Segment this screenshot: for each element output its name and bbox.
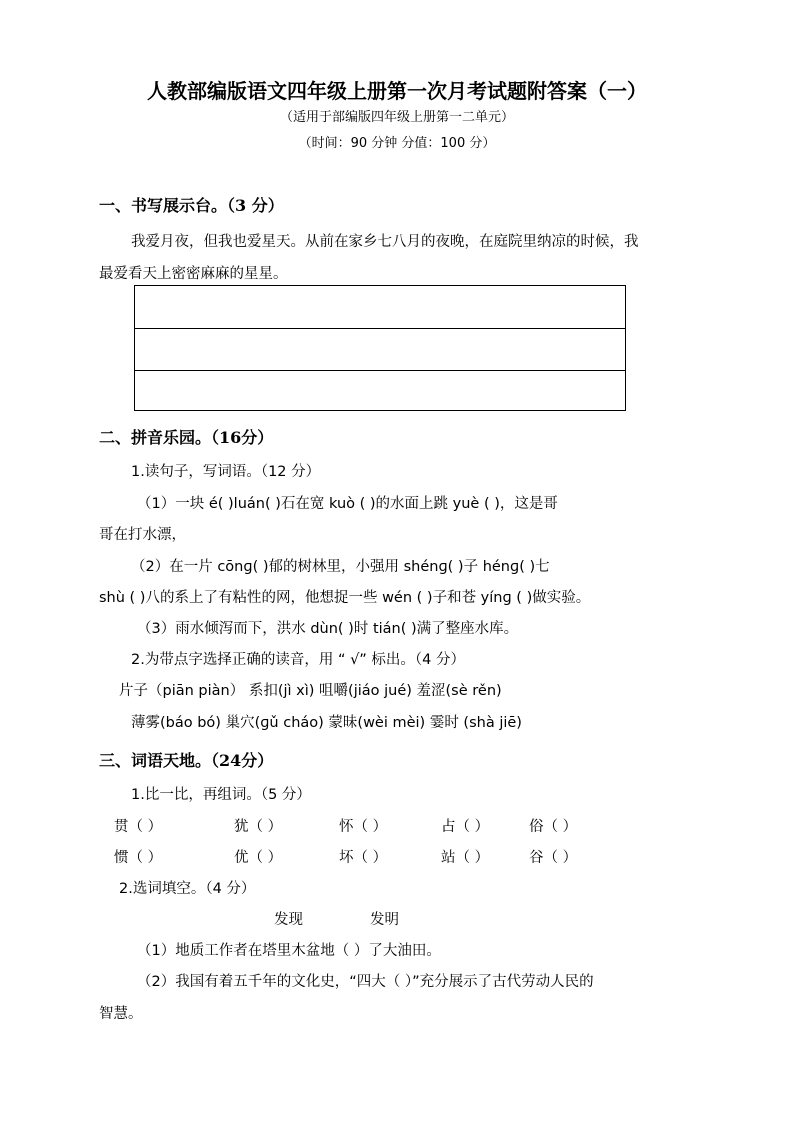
document-meta: （时间：90 分钟 分值：100 分） [298, 136, 496, 151]
compare-word-cell[interactable]: 谷（ ） [529, 850, 578, 866]
copy-passage-line-2: 最爱看天上密密麻麻的星星。 [99, 266, 288, 282]
section-2-heading: 二、拼音乐园。（16分） [99, 428, 274, 447]
question-3-2-line: （2）我国有着五千年的文化史，“四大（ ）”充分展示了古代劳动人民的 [137, 974, 594, 990]
writing-line-divider [135, 328, 625, 329]
compare-word-cell[interactable]: 俗（ ） [529, 819, 578, 835]
writing-box[interactable] [134, 285, 626, 411]
compare-word-cell[interactable]: 犹（ ） [234, 819, 283, 835]
question-3-2-line: （1）地质工作者在塔里木盆地（ ）了大油田。 [137, 943, 441, 959]
question-3-2-title: 2.选词填空。（4 分） [119, 881, 256, 897]
question-2-1-line: （1）一块 é( )luán( )石在宽 kuò ( )的水面上跳 yuè ( )，这是哥 [137, 496, 558, 512]
copy-passage-line-1: 我爱月夜，但我也爱星天。从前在家乡七八月的夜晚，在庭院里纳凉的时候，我 [131, 234, 639, 250]
compare-word-cell[interactable]: 坏（ ） [339, 850, 388, 866]
compare-word-cell[interactable]: 惯（ ） [114, 850, 163, 866]
question-2-2-title: 2.为带点字选择正确的读音，用 “ √” 标出。（4 分） [131, 652, 466, 668]
section-3-heading: 三、词语天地。（24分） [99, 751, 274, 770]
document-title: 人教部编版语文四年级上册第一次月考试题附答案（一） [147, 79, 647, 103]
compare-word-cell[interactable]: 优（ ） [234, 850, 283, 866]
question-2-2-line: 片子（piān piàn） 系扣(jì xì) 咀嚼(jiáo jué) 羞涩(sè rěn) [119, 683, 502, 699]
question-2-2-line: 薄雾(báo bó) 巢穴(ɡǔ cháo) 蒙昧(wèi mèi) 霎时 (shà jiē) [131, 715, 522, 731]
question-3-1-title: 1.比一比，再组词。（5 分） [131, 787, 311, 803]
question-3-2-line: 智慧。 [99, 1006, 143, 1022]
writing-line-divider [135, 370, 625, 371]
word-choice-option: 发明 [370, 912, 399, 928]
compare-word-cell[interactable]: 怀（ ） [339, 819, 388, 835]
compare-word-cell[interactable]: 占（ ） [441, 819, 490, 835]
question-2-1-line: （2）在一片 cōnɡ( )郁的树林里，小强用 shénɡ( )子 hénɡ( )七 [131, 559, 550, 575]
compare-word-cell[interactable]: 站（ ） [441, 850, 490, 866]
question-2-1-line: 哥在打水漂， [99, 527, 186, 543]
compare-word-cell[interactable]: 贯（ ） [114, 819, 163, 835]
word-choice-option: 发现 [274, 912, 303, 928]
section-1-heading: 一、书写展示台。（3 分） [99, 196, 284, 215]
question-2-1-line: shù ( )八的系上了有粘性的网，他想捉一些 wén ( )子和苍 yínɡ ( )做实验。 [99, 590, 591, 606]
question-2-1-line: （3）雨水倾泻而下，洪水 dùn( )时 tián( )满了整座水库。 [137, 621, 519, 637]
document-scope: （适用于部编版四年级上册第一二单元） [279, 110, 514, 125]
question-2-1-title: 1.读句子，写词语。（12 分） [131, 464, 321, 480]
